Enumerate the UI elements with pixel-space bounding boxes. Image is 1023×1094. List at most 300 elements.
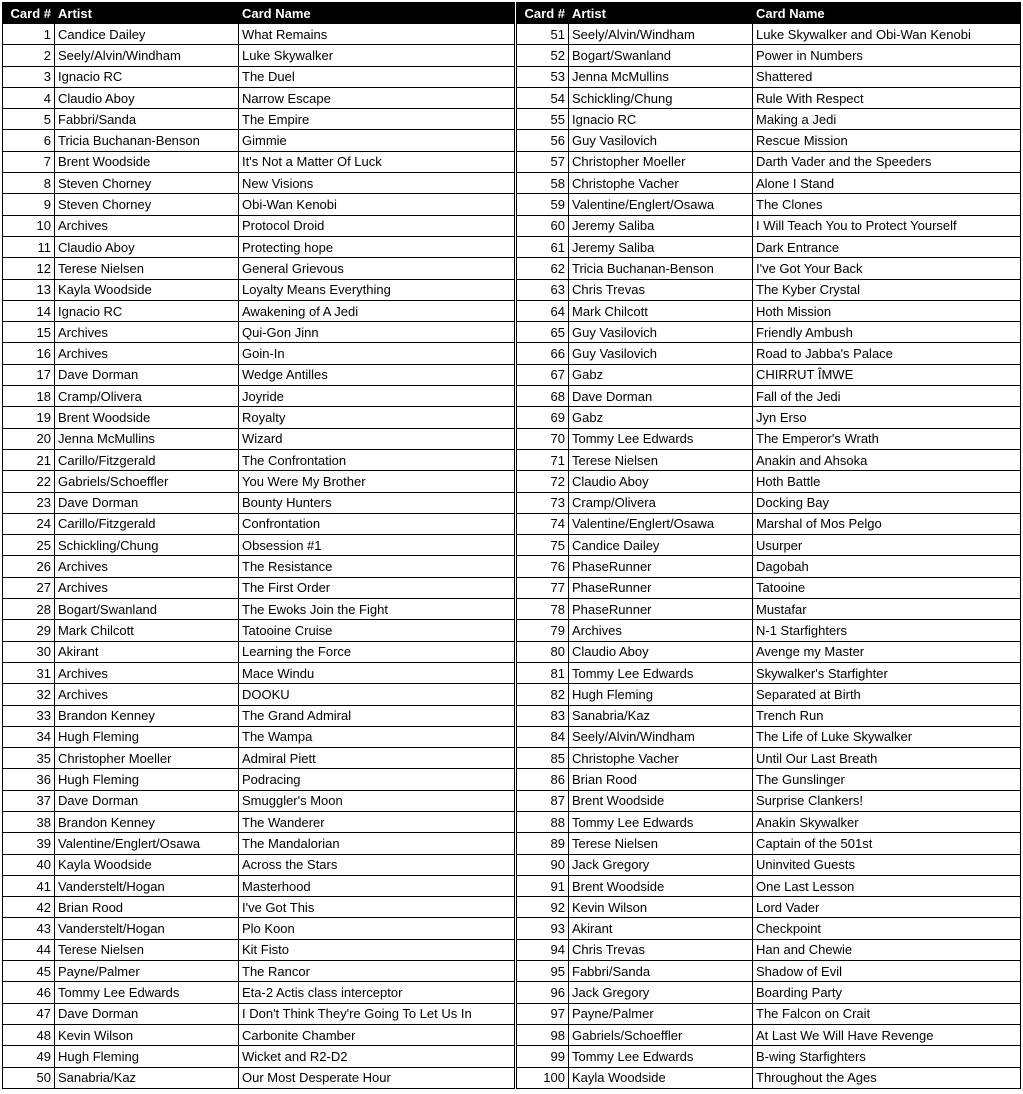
artist-cell: Gabriels/Schoeffler — [55, 471, 239, 492]
artist-cell: Kayla Woodside — [55, 854, 239, 875]
card-number: 70 — [517, 428, 569, 449]
artist-cell: Schickling/Chung — [55, 535, 239, 556]
card-name-cell: Goin-In — [239, 343, 515, 364]
artist-cell: Archives — [55, 684, 239, 705]
card-number: 48 — [3, 1024, 55, 1045]
card-number: 75 — [517, 535, 569, 556]
card-number: 97 — [517, 1003, 569, 1024]
card-name-cell: Tatooine — [753, 577, 1021, 598]
artist-cell: Ignacio RC — [55, 66, 239, 87]
card-name-cell: It's Not a Matter Of Luck — [239, 151, 515, 172]
card-name-cell: Docking Bay — [753, 492, 1021, 513]
card-number: 8 — [3, 173, 55, 194]
artist-cell: Christopher Moeller — [55, 748, 239, 769]
card-name-cell: The Grand Admiral — [239, 705, 515, 726]
card-number: 90 — [517, 854, 569, 875]
card-name-cell: Separated at Birth — [753, 684, 1021, 705]
artist-cell: Valentine/Englert/Osawa — [569, 513, 753, 534]
card-name-cell: Uninvited Guests — [753, 854, 1021, 875]
table-row — [3, 535, 1021, 556]
card-name-cell: Power in Numbers — [753, 45, 1021, 66]
artist-cell: Vanderstelt/Hogan — [55, 918, 239, 939]
card-name-cell: Lord Vader — [753, 897, 1021, 918]
artist-cell: Terese Nielsen — [55, 939, 239, 960]
card-name-cell: Obsession #1 — [239, 535, 515, 556]
card-name-cell: The Duel — [239, 66, 515, 87]
card-number: 13 — [3, 279, 55, 300]
artist-cell: Schickling/Chung — [569, 87, 753, 108]
card-number: 79 — [517, 620, 569, 641]
card-name-cell: Podracing — [239, 769, 515, 790]
artist-cell: Terese Nielsen — [55, 258, 239, 279]
artist-cell: Jack Gregory — [569, 982, 753, 1003]
card-number: 39 — [3, 833, 55, 854]
table-row — [3, 513, 1021, 534]
artist-cell: Jenna McMullins — [569, 66, 753, 87]
card-number: 52 — [517, 45, 569, 66]
artist-cell: Brian Rood — [569, 769, 753, 790]
artist-cell: Steven Chorney — [55, 194, 239, 215]
table-row — [3, 1003, 1021, 1024]
card-number: 74 — [517, 513, 569, 534]
artist-cell: Dave Dorman — [55, 492, 239, 513]
card-name-cell: Wedge Antilles — [239, 364, 515, 385]
card-name-cell: Dagobah — [753, 556, 1021, 577]
card-number: 42 — [3, 897, 55, 918]
card-number: 63 — [517, 279, 569, 300]
artist-cell: Bogart/Swanland — [55, 599, 239, 620]
artist-cell: Guy Vasilovich — [569, 322, 753, 343]
card-number: 78 — [517, 599, 569, 620]
card-number: 91 — [517, 875, 569, 896]
card-number: 95 — [517, 961, 569, 982]
table-row — [3, 556, 1021, 577]
table-row — [3, 343, 1021, 364]
artist-cell: Terese Nielsen — [569, 449, 753, 470]
card-name-cell: Making a Jedi — [753, 109, 1021, 130]
artist-cell: Jack Gregory — [569, 854, 753, 875]
table-row — [3, 130, 1021, 151]
card-name-cell: Anakin Skywalker — [753, 811, 1021, 832]
card-number: 34 — [3, 726, 55, 747]
card-name-cell: Anakin and Ahsoka — [753, 449, 1021, 470]
card-number: 21 — [3, 449, 55, 470]
table-row — [3, 215, 1021, 236]
card-number: 50 — [3, 1067, 55, 1088]
table-body — [3, 24, 1021, 1089]
card-number: 100 — [517, 1067, 569, 1088]
artist-cell: Valentine/Englert/Osawa — [569, 194, 753, 215]
artist-cell: Payne/Palmer — [569, 1003, 753, 1024]
table-row — [3, 428, 1021, 449]
table-row — [3, 492, 1021, 513]
card-name-cell: Gimmie — [239, 130, 515, 151]
card-number: 64 — [517, 300, 569, 321]
artist-cell: Seely/Alvin/Windham — [569, 726, 753, 747]
card-number: 84 — [517, 726, 569, 747]
card-number: 44 — [3, 939, 55, 960]
artist-cell: Archives — [55, 662, 239, 683]
card-number: 43 — [3, 918, 55, 939]
artist-cell: Tommy Lee Edwards — [55, 982, 239, 1003]
card-name-cell: Rescue Mission — [753, 130, 1021, 151]
card-name-cell: Luke Skywalker and Obi-Wan Kenobi — [753, 24, 1021, 45]
card-number: 33 — [3, 705, 55, 726]
card-number: 88 — [517, 811, 569, 832]
artist-cell: Claudio Aboy — [569, 471, 753, 492]
card-number: 56 — [517, 130, 569, 151]
artist-cell: Candice Dailey — [55, 24, 239, 45]
table-row — [3, 577, 1021, 598]
table-row — [3, 982, 1021, 1003]
table-row — [3, 918, 1021, 939]
artist-cell: Akirant — [569, 918, 753, 939]
artist-cell: Cramp/Olivera — [55, 386, 239, 407]
card-number: 14 — [3, 300, 55, 321]
card-number: 71 — [517, 449, 569, 470]
table-row — [3, 87, 1021, 108]
table-row — [3, 726, 1021, 747]
card-name-cell: At Last We Will Have Revenge — [753, 1024, 1021, 1045]
card-number: 32 — [3, 684, 55, 705]
table-row — [3, 961, 1021, 982]
artist-cell: Vanderstelt/Hogan — [55, 875, 239, 896]
card-name-cell: New Visions — [239, 173, 515, 194]
table-row — [3, 790, 1021, 811]
card-name-cell: CHIRRUT ÎMWE — [753, 364, 1021, 385]
table-row — [3, 599, 1021, 620]
card-name-cell: Joyride — [239, 386, 515, 407]
card-number: 24 — [3, 513, 55, 534]
card-number: 28 — [3, 599, 55, 620]
header-card-name-right: Card Name — [753, 3, 1021, 24]
table-row — [3, 705, 1021, 726]
card-number: 66 — [517, 343, 569, 364]
card-name-cell: I Will Teach You to Protect Yourself — [753, 215, 1021, 236]
card-number: 62 — [517, 258, 569, 279]
card-number: 29 — [3, 620, 55, 641]
artist-cell: Terese Nielsen — [569, 833, 753, 854]
card-name-cell: Protecting hope — [239, 236, 515, 257]
artist-cell: Christopher Moeller — [569, 151, 753, 172]
artist-cell: Chris Trevas — [569, 279, 753, 300]
artist-cell: Brandon Kenney — [55, 705, 239, 726]
card-number: 69 — [517, 407, 569, 428]
artist-cell: Gabz — [569, 364, 753, 385]
card-name-cell: Throughout the Ages — [753, 1067, 1021, 1088]
card-name-cell: Rule With Respect — [753, 87, 1021, 108]
table-row — [3, 662, 1021, 683]
card-number: 77 — [517, 577, 569, 598]
card-name-cell: Marshal of Mos Pelgo — [753, 513, 1021, 534]
artist-cell: PhaseRunner — [569, 599, 753, 620]
card-number: 36 — [3, 769, 55, 790]
card-number: 53 — [517, 66, 569, 87]
card-name-cell: Surprise Clankers! — [753, 790, 1021, 811]
artist-cell: Archives — [55, 343, 239, 364]
card-number: 83 — [517, 705, 569, 726]
card-name-cell: The Mandalorian — [239, 833, 515, 854]
table-row — [3, 173, 1021, 194]
card-name-cell: Kit Fisto — [239, 939, 515, 960]
table-row — [3, 151, 1021, 172]
card-name-cell: Checkpoint — [753, 918, 1021, 939]
card-name-cell: One Last Lesson — [753, 875, 1021, 896]
card-name-cell: Obi-Wan Kenobi — [239, 194, 515, 215]
card-name-cell: The Wanderer — [239, 811, 515, 832]
card-number: 25 — [3, 535, 55, 556]
artist-cell: Fabbri/Sanda — [55, 109, 239, 130]
card-name-cell: Mustafar — [753, 599, 1021, 620]
card-name-cell: Darth Vader and the Speeders — [753, 151, 1021, 172]
artist-cell: Hugh Fleming — [55, 726, 239, 747]
artist-cell: Jeremy Saliba — [569, 236, 753, 257]
card-name-cell: Hoth Battle — [753, 471, 1021, 492]
table-row — [3, 769, 1021, 790]
card-name-cell: N-1 Starfighters — [753, 620, 1021, 641]
card-number: 76 — [517, 556, 569, 577]
table-row — [3, 833, 1021, 854]
card-number: 26 — [3, 556, 55, 577]
card-name-cell: Usurper — [753, 535, 1021, 556]
card-number: 99 — [517, 1046, 569, 1067]
card-number: 81 — [517, 662, 569, 683]
card-number: 57 — [517, 151, 569, 172]
table-row — [3, 1024, 1021, 1045]
card-name-cell: Awakening of A Jedi — [239, 300, 515, 321]
header-artist-right: Artist — [569, 3, 753, 24]
card-number: 85 — [517, 748, 569, 769]
card-number: 73 — [517, 492, 569, 513]
card-name-cell: Smuggler's Moon — [239, 790, 515, 811]
card-name-cell: Friendly Ambush — [753, 322, 1021, 343]
card-number: 41 — [3, 875, 55, 896]
card-number: 49 — [3, 1046, 55, 1067]
table-row — [3, 1046, 1021, 1067]
card-number: 4 — [3, 87, 55, 108]
table-row — [3, 854, 1021, 875]
card-name-cell: The Wampa — [239, 726, 515, 747]
card-name-cell: Admiral Piett — [239, 748, 515, 769]
card-name-cell: The Rancor — [239, 961, 515, 982]
card-name-cell: Bounty Hunters — [239, 492, 515, 513]
card-name-cell: Plo Koon — [239, 918, 515, 939]
card-number: 67 — [517, 364, 569, 385]
card-number: 5 — [3, 109, 55, 130]
artist-cell: Hugh Fleming — [55, 769, 239, 790]
artist-cell: Brandon Kenney — [55, 811, 239, 832]
artist-cell: Guy Vasilovich — [569, 343, 753, 364]
artist-cell: Hugh Fleming — [55, 1046, 239, 1067]
table-row — [3, 236, 1021, 257]
card-number: 93 — [517, 918, 569, 939]
artist-cell: Sanabria/Kaz — [569, 705, 753, 726]
card-name-cell: Trench Run — [753, 705, 1021, 726]
card-number: 22 — [3, 471, 55, 492]
table-row — [3, 279, 1021, 300]
card-number: 98 — [517, 1024, 569, 1045]
artist-cell: Chris Trevas — [569, 939, 753, 960]
card-name-cell: Captain of the 501st — [753, 833, 1021, 854]
card-name-cell: Masterhood — [239, 875, 515, 896]
artist-cell: Carillo/Fitzgerald — [55, 513, 239, 534]
card-name-cell: Protocol Droid — [239, 215, 515, 236]
card-number: 19 — [3, 407, 55, 428]
table-row — [3, 748, 1021, 769]
artist-cell: Seely/Alvin/Windham — [55, 45, 239, 66]
card-number: 59 — [517, 194, 569, 215]
artist-cell: Jenna McMullins — [55, 428, 239, 449]
card-name-cell: The Empire — [239, 109, 515, 130]
card-number: 1 — [3, 24, 55, 45]
card-name-cell: What Remains — [239, 24, 515, 45]
card-name-cell: Across the Stars — [239, 854, 515, 875]
artist-cell: Sanabria/Kaz — [55, 1067, 239, 1088]
card-name-cell: Han and Chewie — [753, 939, 1021, 960]
card-name-cell: Eta-2 Actis class interceptor — [239, 982, 515, 1003]
card-number: 18 — [3, 386, 55, 407]
artist-cell: Tommy Lee Edwards — [569, 811, 753, 832]
card-number: 87 — [517, 790, 569, 811]
artist-cell: Dave Dorman — [55, 1003, 239, 1024]
card-number: 45 — [3, 961, 55, 982]
card-number: 38 — [3, 811, 55, 832]
artist-cell: Payne/Palmer — [55, 961, 239, 982]
card-number: 2 — [3, 45, 55, 66]
table-row — [3, 897, 1021, 918]
card-name-cell: Dark Entrance — [753, 236, 1021, 257]
card-name-cell: Wizard — [239, 428, 515, 449]
card-name-cell: Tatooine Cruise — [239, 620, 515, 641]
card-name-cell: Shadow of Evil — [753, 961, 1021, 982]
artist-cell: Archives — [55, 577, 239, 598]
card-number: 9 — [3, 194, 55, 215]
artist-cell: Kevin Wilson — [569, 897, 753, 918]
artist-cell: PhaseRunner — [569, 556, 753, 577]
table-row — [3, 194, 1021, 215]
card-name-cell: I've Got Your Back — [753, 258, 1021, 279]
artist-cell: PhaseRunner — [569, 577, 753, 598]
artist-cell: Valentine/Englert/Osawa — [55, 833, 239, 854]
table-row — [3, 45, 1021, 66]
artist-cell: Gabriels/Schoeffler — [569, 1024, 753, 1045]
artist-cell: Ignacio RC — [55, 300, 239, 321]
card-name-cell: Carbonite Chamber — [239, 1024, 515, 1045]
artist-cell: Tommy Lee Edwards — [569, 1046, 753, 1067]
card-number: 6 — [3, 130, 55, 151]
card-name-cell: The Confrontation — [239, 449, 515, 470]
card-number: 3 — [3, 66, 55, 87]
table-row — [3, 1067, 1021, 1088]
card-name-cell: Mace Windu — [239, 662, 515, 683]
card-number: 61 — [517, 236, 569, 257]
card-name-cell: You Were My Brother — [239, 471, 515, 492]
artist-cell: Carillo/Fitzgerald — [55, 449, 239, 470]
artist-cell: Ignacio RC — [569, 109, 753, 130]
card-checklist-table — [2, 2, 1021, 1089]
card-number: 23 — [3, 492, 55, 513]
header-card-number-right: Card # — [517, 3, 569, 24]
card-name-cell: Jyn Erso — [753, 407, 1021, 428]
artist-cell: Christophe Vacher — [569, 173, 753, 194]
card-name-cell: Luke Skywalker — [239, 45, 515, 66]
card-name-cell: Confrontation — [239, 513, 515, 534]
card-number: 94 — [517, 939, 569, 960]
artist-cell: Dave Dorman — [55, 364, 239, 385]
artist-cell: Fabbri/Sanda — [569, 961, 753, 982]
table-row — [3, 300, 1021, 321]
card-number: 51 — [517, 24, 569, 45]
card-number: 54 — [517, 87, 569, 108]
artist-cell: Kevin Wilson — [55, 1024, 239, 1045]
table-row — [3, 471, 1021, 492]
artist-cell: Claudio Aboy — [569, 641, 753, 662]
artist-cell: Brian Rood — [55, 897, 239, 918]
card-name-cell: The Emperor's Wrath — [753, 428, 1021, 449]
table-row — [3, 449, 1021, 470]
card-number: 46 — [3, 982, 55, 1003]
header-card-number-left: Card # — [3, 3, 55, 24]
card-number: 89 — [517, 833, 569, 854]
card-name-cell: Avenge my Master — [753, 641, 1021, 662]
card-number: 58 — [517, 173, 569, 194]
table-row — [3, 875, 1021, 896]
card-number: 20 — [3, 428, 55, 449]
artist-cell: Archives — [55, 556, 239, 577]
card-number: 7 — [3, 151, 55, 172]
header-card-name-left: Card Name — [239, 3, 515, 24]
artist-cell: Gabz — [569, 407, 753, 428]
artist-cell: Brent Woodside — [569, 790, 753, 811]
card-name-cell: Fall of the Jedi — [753, 386, 1021, 407]
card-name-cell: Wicket and R2-D2 — [239, 1046, 515, 1067]
card-name-cell: Narrow Escape — [239, 87, 515, 108]
card-number: 80 — [517, 641, 569, 662]
card-number: 96 — [517, 982, 569, 1003]
card-name-cell: Boarding Party — [753, 982, 1021, 1003]
card-number: 47 — [3, 1003, 55, 1024]
card-number: 68 — [517, 386, 569, 407]
artist-cell: Candice Dailey — [569, 535, 753, 556]
artist-cell: Dave Dorman — [55, 790, 239, 811]
card-number: 82 — [517, 684, 569, 705]
card-name-cell: The Ewoks Join the Fight — [239, 599, 515, 620]
card-name-cell: The Resistance — [239, 556, 515, 577]
artist-cell: Kayla Woodside — [55, 279, 239, 300]
table-row — [3, 939, 1021, 960]
card-number: 37 — [3, 790, 55, 811]
card-name-cell: Alone I Stand — [753, 173, 1021, 194]
card-number: 12 — [3, 258, 55, 279]
card-number: 31 — [3, 662, 55, 683]
table-row — [3, 364, 1021, 385]
artist-cell: Steven Chorney — [55, 173, 239, 194]
card-name-cell: B-wing Starfighters — [753, 1046, 1021, 1067]
table-row — [3, 407, 1021, 428]
table-row — [3, 386, 1021, 407]
artist-cell: Tommy Lee Edwards — [569, 662, 753, 683]
card-number: 92 — [517, 897, 569, 918]
card-name-cell: Skywalker's Starfighter — [753, 662, 1021, 683]
artist-cell: Archives — [55, 215, 239, 236]
card-number: 10 — [3, 215, 55, 236]
card-number: 35 — [3, 748, 55, 769]
card-name-cell: The Kyber Crystal — [753, 279, 1021, 300]
card-number: 40 — [3, 854, 55, 875]
artist-cell: Tommy Lee Edwards — [569, 428, 753, 449]
artist-cell: Hugh Fleming — [569, 684, 753, 705]
artist-cell: Seely/Alvin/Windham — [569, 24, 753, 45]
